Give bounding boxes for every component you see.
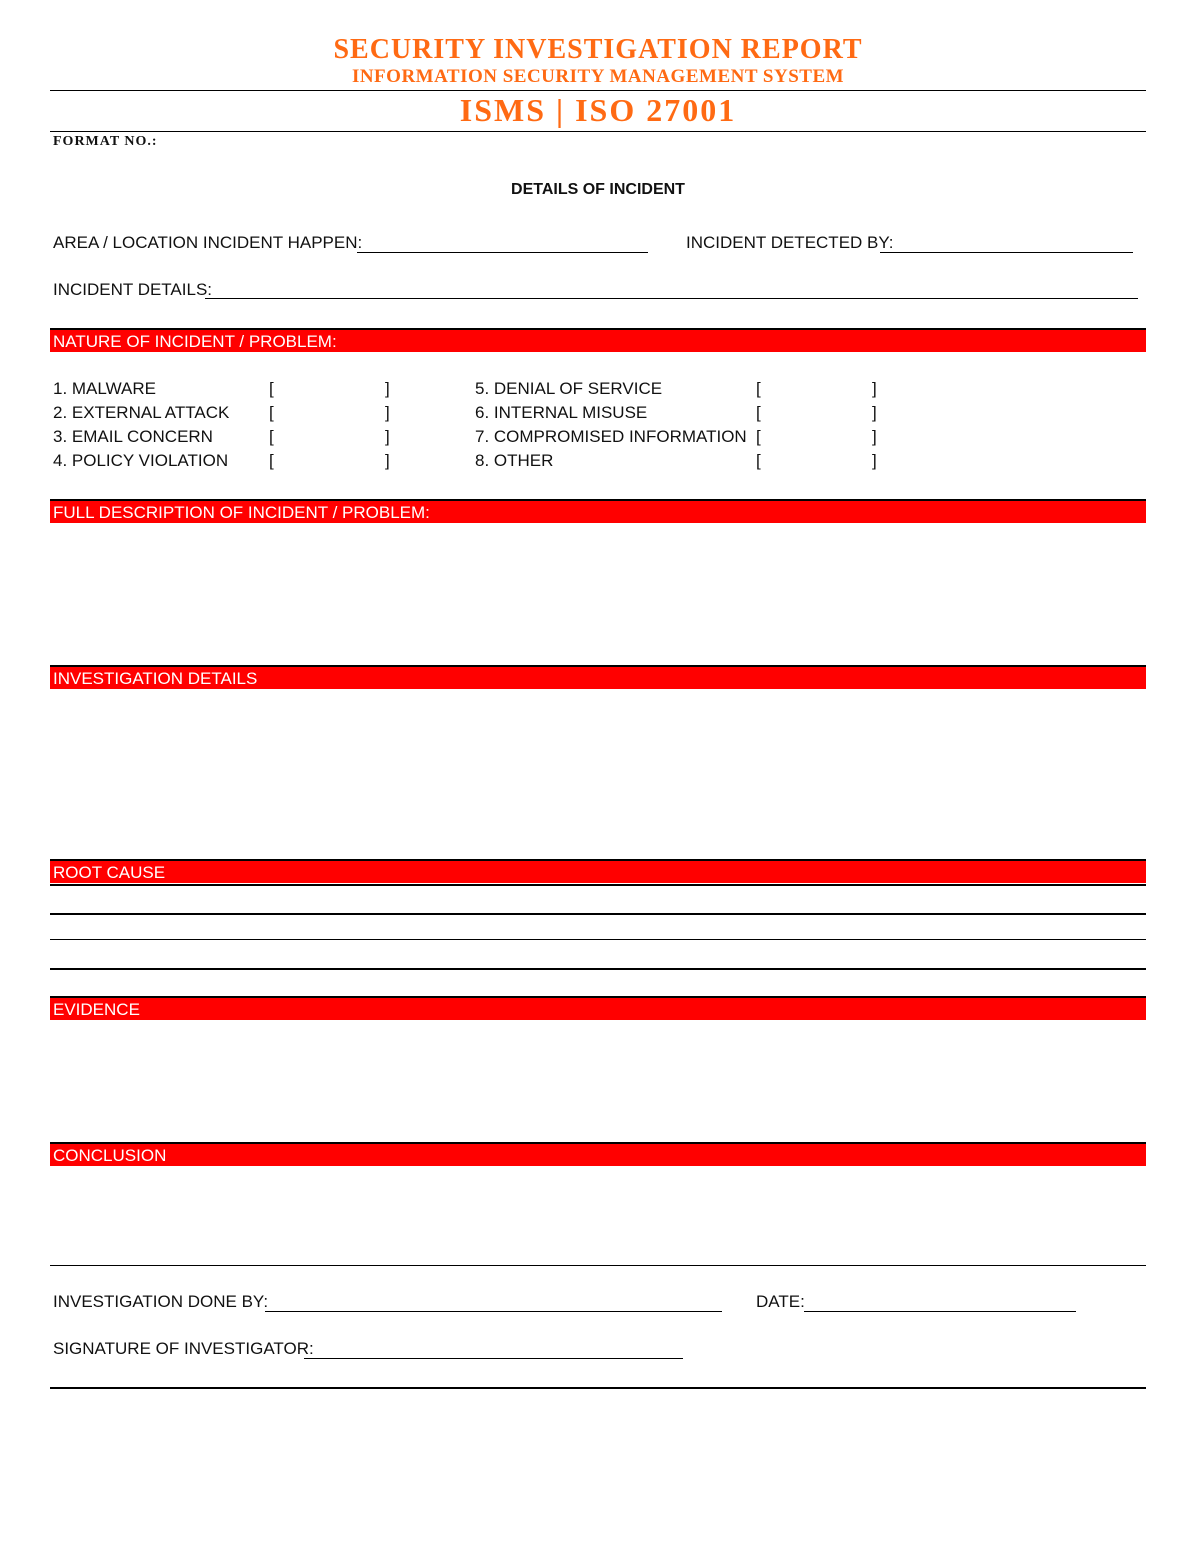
detected-by-field[interactable] [880, 252, 1133, 253]
conclusion-divider [50, 1265, 1146, 1266]
option-internal-misuse: 6. INTERNAL MISUSE [475, 403, 648, 422]
checkbox-policy-violation-close[interactable]: ] [385, 451, 390, 470]
checkbox-compromised-information-close[interactable]: ] [872, 427, 877, 446]
checkbox-malware-close[interactable]: ] [385, 379, 390, 398]
area-location-label: AREA / LOCATION INCIDENT HAPPEN: [53, 233, 363, 252]
detected-by-label: INCIDENT DETECTED BY: [686, 233, 894, 252]
report-standard: ISMS | ISO 27001 [459, 92, 737, 128]
evidence-area[interactable] [50, 1022, 1146, 1140]
checkbox-denial-of-service-open[interactable]: [ [756, 379, 761, 398]
section-full-description: FULL DESCRIPTION OF INCIDENT / PROBLEM: [50, 499, 1146, 523]
checkbox-internal-misuse-close[interactable]: ] [872, 403, 877, 422]
checkbox-policy-violation-open[interactable]: [ [269, 451, 274, 470]
root-cause-line[interactable] [50, 939, 1146, 940]
footer-divider [50, 1387, 1146, 1389]
report-subtitle: INFORMATION SECURITY MANAGEMENT SYSTEM [351, 66, 845, 87]
section-nature-of-incident: NATURE OF INCIDENT / PROBLEM: [50, 328, 1146, 352]
option-other: 8. OTHER [475, 451, 554, 470]
checkbox-malware-open[interactable]: [ [269, 379, 274, 398]
checkbox-external-attack-close[interactable]: ] [385, 403, 390, 422]
checkbox-other-open[interactable]: [ [756, 451, 761, 470]
format-number-label: FORMAT NO.: [53, 134, 158, 149]
section-investigation-details: INVESTIGATION DETAILS [50, 665, 1146, 689]
checkbox-email-concern-open[interactable]: [ [269, 427, 274, 446]
option-malware: 1. MALWARE [53, 379, 156, 398]
investigation-done-by-field[interactable] [265, 1311, 722, 1312]
incident-details-label: INCIDENT DETAILS: [53, 280, 213, 299]
checkbox-internal-misuse-open[interactable]: [ [756, 403, 761, 422]
signature-label: SIGNATURE OF INVESTIGATOR: [53, 1339, 314, 1358]
checkbox-denial-of-service-close[interactable]: ] [872, 379, 877, 398]
option-policy-violation: 4. POLICY VIOLATION [53, 451, 229, 470]
checkbox-other-close[interactable]: ] [872, 451, 877, 470]
option-compromised-information: 7. COMPROMISED INFORMATION [475, 427, 747, 446]
section-evidence: EVIDENCE [50, 996, 1146, 1020]
investigation-done-by-label: INVESTIGATION DONE BY: [53, 1292, 269, 1311]
signature-field[interactable] [304, 1358, 683, 1359]
option-denial-of-service: 5. DENIAL OF SERVICE [475, 379, 663, 398]
checkbox-compromised-information-open[interactable]: [ [756, 427, 761, 446]
option-external-attack: 2. EXTERNAL ATTACK [53, 403, 230, 422]
root-cause-line[interactable] [50, 968, 1146, 970]
date-field[interactable] [804, 1311, 1076, 1312]
root-cause-line[interactable] [50, 884, 1146, 886]
checkbox-email-concern-close[interactable]: ] [385, 427, 390, 446]
area-location-field[interactable] [357, 252, 648, 253]
option-email-concern: 3. EMAIL CONCERN [53, 427, 213, 446]
root-cause-line[interactable] [50, 913, 1146, 915]
section-root-cause: ROOT CAUSE [50, 859, 1146, 883]
conclusion-area[interactable] [50, 1168, 1146, 1264]
report-title: SECURITY INVESTIGATION REPORT [333, 34, 863, 65]
investigation-details-area[interactable] [50, 691, 1146, 857]
header-divider-bottom [50, 131, 1146, 132]
section-conclusion: CONCLUSION [50, 1142, 1146, 1166]
details-heading: DETAILS OF INCIDENT [511, 181, 685, 198]
date-label: DATE: [756, 1292, 805, 1311]
incident-details-field[interactable] [205, 298, 1138, 299]
full-description-area[interactable] [50, 525, 1146, 663]
header-divider-top [50, 90, 1146, 91]
checkbox-external-attack-open[interactable]: [ [269, 403, 274, 422]
